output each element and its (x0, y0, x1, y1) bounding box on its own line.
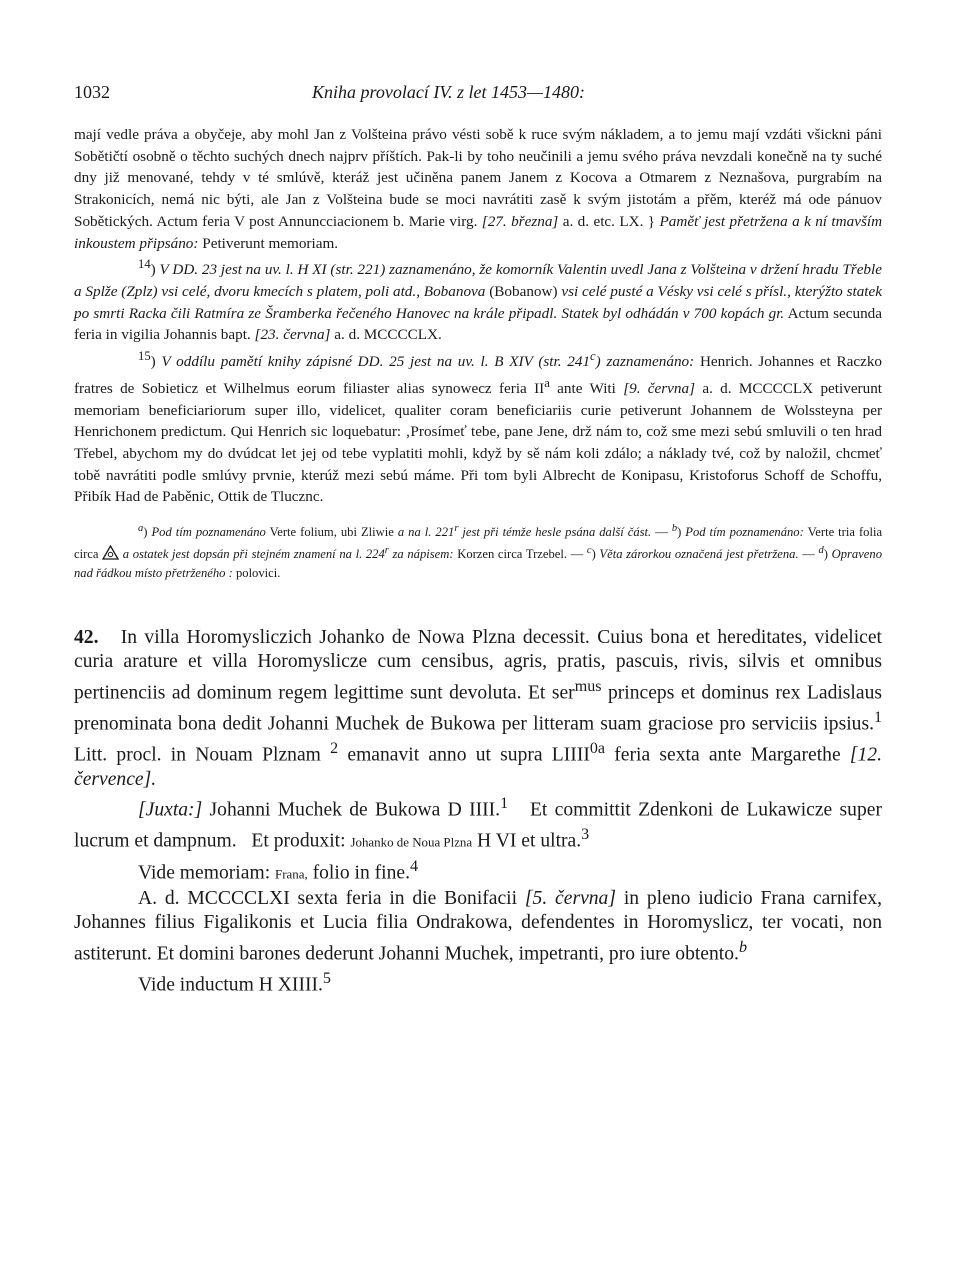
note-continuation (74, 124, 882, 254)
entry-text: Et committit Zdenkoni de Lukawicze super lucrum et dampnum. (74, 799, 882, 852)
note-marker: b (671, 523, 678, 535)
superscript: a (544, 375, 550, 390)
note-text: a. d. etc. LX. (562, 212, 644, 230)
footnote-marker: 14 (138, 257, 151, 272)
editor-comment: za nápisem: (392, 547, 454, 562)
note-text: polovici. (235, 565, 281, 580)
entry-text: In villa Horomysliczich Johanko de Nowa Plzna decessit. Cuius bona et hereditates, videlicet curia arature et villa Horomyslicze cum censibus, agris, pratis, pascuis, rivis, silvis et omnibus pertinenciis ad dominum regem legittime sunt devoluta. Et ser (74, 627, 882, 704)
superscript: c (590, 349, 596, 364)
note-text: Korzen circa Trzebel. (457, 547, 567, 562)
textual-notes (74, 520, 882, 582)
separator: — (655, 525, 668, 540)
entry-42 (74, 626, 882, 998)
note-date: [9. června] (623, 379, 696, 397)
entry-text: Vide memoriam: (138, 862, 271, 884)
editor-insertion: [Juxta:] (138, 799, 203, 821)
entry-text: Et produxit: (251, 830, 346, 852)
superscript: mus (574, 677, 602, 695)
note-date: [27. března] (481, 212, 559, 230)
editor-comment: Pod tím poznamenáno (151, 525, 266, 540)
entry-text: folio in fine. (312, 862, 411, 884)
entry-text: princeps et dominus rex Ladislaus prenominata bona dedit Johanni Muchek de Bukowa per litteram suam graciose pro serviciis ipsius. (74, 682, 882, 735)
entry-small-text: Johanko de Noua Plzna (350, 834, 473, 850)
entry-paragraph (74, 887, 882, 967)
footnote-ref: 4 (410, 857, 419, 875)
superscript: r (384, 544, 389, 556)
page-number: 1032 (74, 82, 110, 102)
note-text: Verte tria folia circa (74, 525, 883, 562)
footnote-ref: 1 (500, 795, 509, 813)
footnote-ref: 2 (330, 739, 339, 757)
editor-comment: a na l. 221 (397, 525, 455, 540)
running-title: Kniha provolací IV. z let 1453—1480: (312, 82, 585, 102)
entry-paragraph (74, 855, 882, 887)
note-text: a. d. MCCCCLX. (334, 326, 442, 344)
entry-paragraph (74, 626, 882, 792)
note-text: Petiverunt memoriam. (202, 234, 339, 252)
editor-comment: jest při témže hesle psána další část. (462, 525, 652, 540)
note-date: [23. června] (254, 326, 331, 344)
note-text: Henrich. Johannes et Raczko fratres de Sobieticz et Wilhelmus eorum filiaster alias synowecz feria II (74, 353, 883, 397)
note-text: (Bobanow) (489, 282, 558, 300)
textual-notes-block: $^a$) Pod tím poznamenáno Verte folium, ubi Zliwie a na l. 221$^r$ jest při témže hesle psána další část. — $^b$) Pod tím poznamenáno: Verte tria folia circa a ostatek jest dopsán při stejném znamení na l. 224$^r$ za nápisem: Korzen circa Trzebel. — $^c$) Věta zárorkou označená jest přetržena. — $^d$) Opraveno nad řádkou místo přetrženého : polovici. (74, 523, 883, 580)
note-marker: c (586, 544, 592, 556)
footnotes-continued (74, 124, 882, 508)
entry-paragraph (74, 792, 882, 855)
footnote-14: $^{14}$) V DD. 23 jest na uv. l. H XI (str. 221) zaznamenáno, že komorník Valentin uvedl Jana z Volšteina v držení hradu Třeble a Splže (Zplz) vsi celé, dvoru kmecích s platem, poli atd., Bobanova (Bobanow) vsi celé pusté a Vésky vsi celé s přísl., kterýžto statek po smrti Racka čili Ratmíra ze Šramberka řečeného Hanovec na krále připadl. Statek byl odhádán v 700 kopách gr. Actum secunda feria in vigilia Johannis bapt. [23. června] a. d. MCCCCLX. (74, 257, 882, 344)
entry-text: Vide inductum H XIIII. (138, 974, 323, 996)
entry-text: emanavit anno ut supra LIIII (347, 744, 590, 766)
note-text: mají vedle práva a obyčeje, aby mohl Jan z Volšteina právo vésti sobě k ruce svým nákladem, a to jemu mají vzdáti všickni páni Sobětičtí osobně o těchto suchých dnech najprv příštích. Pak-li by toho neučinili a jemu svého práva nevzdali konečně na ty suché dny již menované, tehdy v té smlúvě, kteráž jest učiněna panem Janem z Kocova a Otmarem z Neznašova, purgrabím na Strakonicích, nemá nic býti, ale Jan z Volšteina bude se moci navrátiti zasě k svým jistotám a přěm, kteréž má ode pánuov Sobětických. Actum feria V post Annuncciacionem b. Marie virg. (74, 126, 882, 230)
editor-comment: a ostatek jest dopsán při stejném znamení na l. 224 (122, 547, 385, 562)
editor-comment: vsi celé pusté a Vésky vsi celé s přísl., kterýžto statek po smrti Racka čili Ratmíra ze Šramberka řečeného Hanovec na krále připadl. Statek byl odhádán v 700 kopách gr. (74, 282, 882, 322)
separator: — (570, 547, 584, 562)
editor-comment: Věta zárorkou označená jest přetržena. (599, 547, 799, 562)
triangle-sign-icon (102, 545, 119, 560)
note-text: ante Witi (557, 379, 616, 397)
editor-comment: ) zaznamenáno: (595, 353, 695, 371)
footnote-ref: 1 (873, 708, 882, 726)
separator: — (802, 547, 815, 562)
entry-text: feria sexta ante Margarethe (614, 744, 841, 766)
entry-number: 42. (74, 627, 99, 649)
note-text: a. d. MCCCCLX petiverunt memoriam beneficiariorum super illo, videlicet, qualiter coram beneficiariis curie petiverunt Johannem de Wolssteyna per Henrichonem predictum. Qui Henrich sic loquebatur: ‚Prosímeť tebe, pane Jene, drž nám to, což sme mezi sebú smluvili o ten hrad Třebel, abychom my do dvúdcat let jej od tebe vyplatiti mohli, když by sě nám koli zdálo; a náklady tvé, což by naložil, chcmeť tobě navrátiti podle smlúvy prvnie, kterúž mezi sebú máme. Při tom byli Albrecht de Konipasu, Kristoforus Schoff de Schoffu, Přibík Had de Paběnic, Ottik de Tlucznc. (74, 379, 883, 506)
superscript: 0a (589, 739, 606, 757)
footnote-15: $^{15}$) V oddílu pamětí knihy zápisné DD. 25 jest na uv. l. B XIV (str. 241$^c$) zaznamenáno: Henrich. Johannes et Raczko fratres de Sobieticz et Wilhelmus eorum filiaster alias synowecz feria $II^a$ ante Witi [9. června] a. d. MCCCCLX petiverunt memoriam beneficiariorum super illo, videlicet, qualiter coram beneficiariis curie petiverunt Johannem de Wolssteyna per Henrichonem predictum. Qui Henrich sic loquebatur: ‚Prosímeť tebe, pane Jene, drž nám to, což sme mezi sebú smluvili o ten hrad Třebel, abychom my do dvúdcat let jej od tebe vyplatiti mohli, když by sě nám koli zdálo; a náklady tvé, což by naložil, chcmeť tobě navrátiti podle smlúvy prvnie, kterúž mezi sebú máme. Při tom byli Albrecht de Konipasu, Kristoforus Schoff de Schoffu, Přibík Had de Paběnic, Ottik de Tlucznc. (74, 349, 883, 506)
page (74, 82, 882, 998)
footnote-marker: 15 (138, 349, 151, 364)
brace-mark: } (647, 212, 656, 230)
editor-comment: V oddílu pamětí knihy zápisné DD. 25 jest na uv. l. B XIV (str. 241 (161, 353, 591, 371)
entry-text: Litt. procl. in Nouam Plznam (74, 744, 321, 766)
entry-date: [5. června] (524, 887, 616, 909)
editor-comment: Paměť jest přetržena a k ní tmavším inkoustem připsáno: (74, 212, 883, 252)
editor-comment: Pod tím poznamenáno: (685, 525, 804, 540)
footnote-ref: 5 (322, 969, 331, 987)
entry-text: A. d. MCCCCLXI sexta feria in die Bonifacii (138, 887, 518, 909)
note-marker: a (138, 523, 144, 535)
entry-date: [12. července]. (74, 744, 882, 790)
superscript: r (454, 523, 459, 535)
editor-comment: Opraveno nad řádkou místo přetrženého : (74, 547, 882, 580)
note-text: Verte folium, ubi Zliwie (269, 525, 394, 540)
entry-text: H VI et ultra. (477, 830, 582, 852)
entry-paragraph (74, 967, 882, 998)
entry-text: Johanni Muchek de Bukowa D IIII. (209, 799, 501, 821)
entry-small-text: Frana, (275, 866, 308, 882)
footnote-ref: 3 (581, 825, 590, 843)
note-text: Actum secunda feria in vigilia Johannis bapt. (74, 304, 882, 344)
note-marker: b (738, 938, 747, 956)
editor-comment: V DD. 23 jest na uv. l. H XI (str. 221) zaznamenáno, že komorník Valentin uvedl Jana z Volšteina v držení hradu Třeble a Splže (Zplz) vsi celé, dvoru kmecích s platem, poli atd., Bobanova (74, 261, 882, 300)
entry-text: in pleno iudicio Frana carnifex, Johannes filius Figalikonis et Lucia filia Ondrakowa, defendentes in Horomyslicz, ter vocati, non astiterunt. Et domini barones dederunt Johanni Muchek, impetranti, pro iure obtento. (74, 887, 882, 965)
page-header (74, 82, 882, 112)
note-marker: d (818, 544, 824, 556)
